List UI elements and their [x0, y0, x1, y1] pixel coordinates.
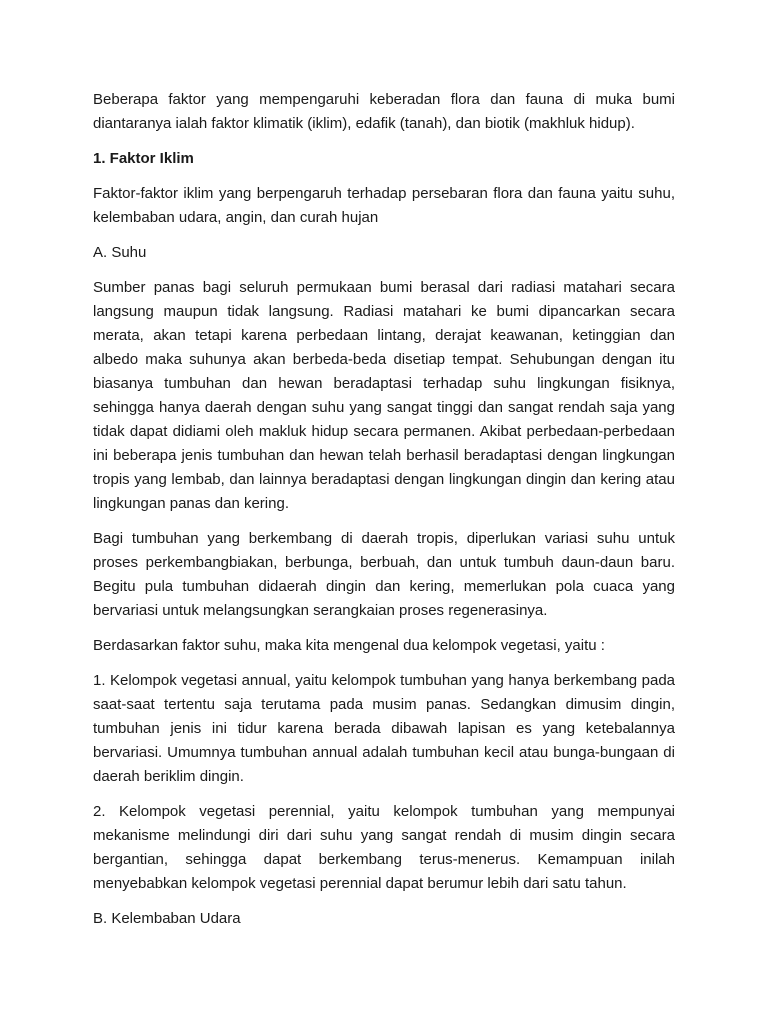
- document-page: [93, 88, 675, 942]
- intro-paragraph: Beberapa faktor yang mempengaruhi keberadan flora dan fauna di muka bumi diantaranya ialah faktor klimatik (iklim), edafik (tanah), dan biotik (makhluk hidup).: [93, 91, 675, 132]
- suhu-paragraph-2: Bagi tumbuhan yang berkembang di daerah tropis, diperlukan variasi suhu untuk proses perkembangbiakan, berbunga, berbuah, dan untuk tumbuh daun-daun baru. Begitu pula tumbuhan didaerah dingin dan kering, memerlukan pola cuaca yang bervariasi untuk melangsungkan serangkaian proses regenerasinya.: [93, 530, 675, 619]
- list-item-perennial: 2. Kelompok vegetasi perennial, yaitu kelompok tumbuhan yang mempunyai mekanisme melindungi diri dari suhu yang sangat rendah di musim dingin secara bergantian, sehingga dapat berkembang terus-menerus. Kemampuan inilah menyebabkan kelompok vegetasi perennial dapat berumur lebih dari satu tahun.: [93, 803, 675, 892]
- suhu-paragraph-1: Sumber panas bagi seluruh permukaan bumi berasal dari radiasi matahari secara langsung maupun tidak langsung. Radiasi matahari ke bumi dipancarkan secara merata, akan tetapi karena perbedaan lintang, derajat keawanan, ketinggian dan albedo maka suhunya akan berbeda-beda disetiap tempat. Sehubungan dengan itu biasanya tumbuhan dan hewan beradaptasi terhadap suhu lingkungan fisiknya, sehingga hanya daerah dengan suhu yang sangat tinggi dan sangat rendah saja yang tidak dapat didiami oleh makluk hidup secara permanen. Akibat perbedaan-perbedaan ini beberapa jenis tumbuhan dan hewan telah berhasil beradaptasi dengan lingkungan tropis yang lembab, dan lainnya beradaptasi dengan lingkungan dingin dan kering atau lingkungan panas dan kering.: [93, 279, 675, 512]
- subsection-title-suhu: A. Suhu: [93, 244, 147, 261]
- suhu-paragraph-3: Berdasarkan faktor suhu, maka kita mengenal dua kelompok vegetasi, yaitu :: [93, 637, 605, 654]
- subsection-title-kelembaban: B. Kelembaban Udara: [93, 910, 241, 927]
- list-item-annual: 1. Kelompok vegetasi annual, yaitu kelompok tumbuhan yang hanya berkembang pada saat-saat tertentu saja terutama pada musim panas. Sedangkan dimusim dingin, tumbuhan jenis ini tidur karena berada dibawah lapisan es yang ketebalannya bervariasi. Umumnya tumbuhan annual adalah tumbuhan kecil atau bunga-bungaan di daerah beriklim dingin.: [93, 672, 675, 785]
- section-intro-paragraph: Faktor-faktor iklim yang berpengaruh terhadap persebaran flora dan fauna yaitu suhu, kelembaban udara, angin, dan curah hujan: [93, 185, 675, 226]
- section-heading-faktor-iklim: 1. Faktor Iklim: [93, 150, 194, 167]
